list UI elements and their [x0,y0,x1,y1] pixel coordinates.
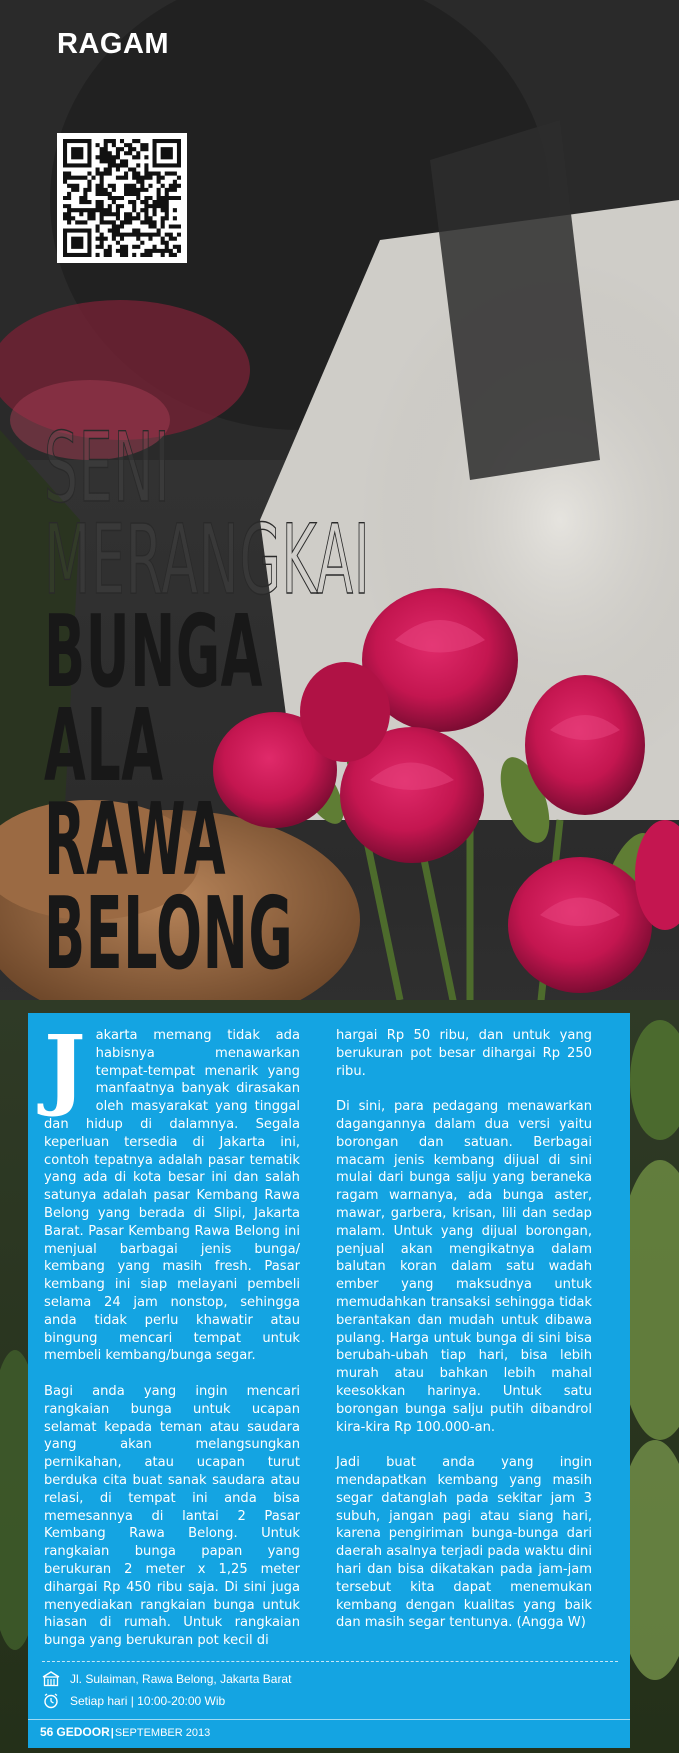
building-icon [42,1671,62,1687]
paragraph: Di sini, para pedagang menawarkan dagangannya dalam dua versi yaitu borongan dan satuan. Berbagai macam jenis kembang dijual di sini mulai dari bunga salju yang beraneka ragam warnanya, ada bunga aster, mawar, garbera, krisan, lili dan sedap malam. Untuk yang dijual borongan, penjual akan mengikatnya dalam balutan koran dalam satu wadah ember yang maksudnya untuk memudahkan transaksi sehingga tidak berantakan dan mudah untuk dibawa pulang. Harga untuk bunga di sini bisa berubah-ubah tiap hari, bisa lebih murah atau bahkan lebih mahal keesokkan harinya. Untuk satu borongan bunga salju putih dibandrol kira-kira Rp 100.000-an. [336,1099,592,1435]
section-label: RAGAM [57,28,170,60]
title-line-3: BUNGA [44,593,264,710]
paragraph: Bagi anda yang ingin mencari rangkaian bunga untuk ucapan selamat kepada teman atau saudara yang akan melangsungkan pernikahan, atau ucapan turut berduka cita buat sanak saudara atau relasi, di tempat ini anda bisa memesannya di lantai 2 Pasar Kembang Rawa Belong. Untuk rangkaian bunga papan yang berukuran 2 meter x 1,25 meter dihargai Rp 450 ribu saja. Di sini juga menyediakan rangkaian bunga untuk hiasan di rumah. Untuk rangkaian bunga yang berukuran pot kecil di [44,1383,300,1649]
title-line-6: BELONG [44,875,294,992]
title-line-4: ALA [44,687,164,804]
footer-separator: | [110,1727,114,1739]
hours-text: Setiap hari | 10:00-20:00 Wib [70,1694,226,1708]
title-line-5: RAWA [44,781,227,898]
page-number: 56 [40,1725,54,1739]
article-column-right [336,1027,592,1650]
info-divider [42,1661,618,1662]
clock-icon [42,1693,62,1709]
article-panel [28,1013,630,1748]
article-title [44,412,626,992]
drop-cap: J [44,1015,86,1119]
magazine-name: GEDOOR [56,1725,110,1739]
paragraph [44,1015,300,1365]
paragraph: hargai Rp 50 ribu, dan untuk yang berukuran pot besar dihargai Rp 250 ribu. [336,1028,592,1079]
paragraph-text: akarta memang tidak ada habisnya menawarkan tempat-tempat menarik yang manfaatnya banyak dirasakan oleh masyarakat yang tinggal dan hidup di dalamnya. Segala keperluan tersedia di Jakarta ini, contoh tepatnya adalah pasar tematik yang ada di kota besar ini dan salah satunya adalah pasar Kembang Rawa Belong yang berada di Slipi, Jakarta Barat. Pasar Kembang Rawa Belong ini menjual barbagai jenis bunga/ kembang yang masih fresh. Pasar kembang ini siap melayani pembeli selama 24 jam nonstop, sehingga anda tidak perlu khawatir atau bingung mencari tempat untuk membeli kembang/bunga segar. [44,1028,300,1364]
footer-divider [28,1719,630,1720]
title-line-2: MERANGKAI [44,504,371,616]
hours-info [42,1693,225,1709]
page-footer [40,1725,210,1739]
paragraph: Jadi buat anda yang ingin mendapatkan kembang yang masih segar datanglah pada sekitar jam 3 subuh, jangan pagi atau siang hari, karena pengiriman bunga-bunga dari daerah asalnya terjadi pada waktu dini hari dan bisa dikatakan pada jam-jam tersebut kita dapat menemukan kembang dengan kualitas yang baik dan masih segar tentunya. (Angga W) [336,1455,592,1631]
title-line-1: SENI [44,412,171,524]
address-text: Jl. Sulaiman, Rawa Belong, Jakarta Barat [70,1672,292,1686]
issue-date: SEPTEMBER 2013 [114,1727,211,1739]
article-column-left [44,1015,300,1668]
qr-code[interactable] [57,133,187,263]
address-info [42,1671,291,1687]
